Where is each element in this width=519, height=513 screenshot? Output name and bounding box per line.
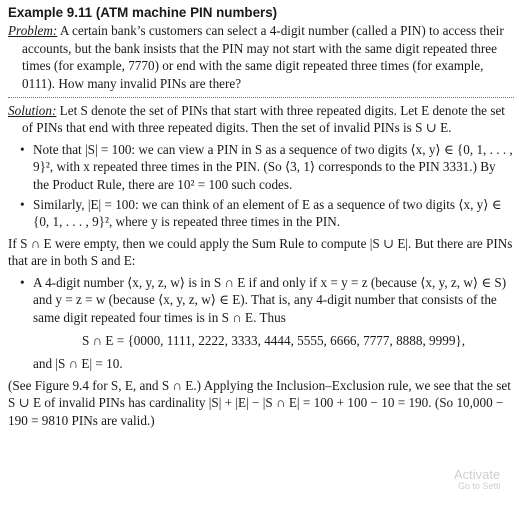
solution-paragraph xyxy=(8,102,514,137)
solution-label: Solution: xyxy=(8,103,57,119)
bullet-icon: • xyxy=(20,274,25,290)
intersection-size: and |S ∩ E| = 10. xyxy=(33,356,123,372)
watermark-line-1: Activate xyxy=(454,467,501,482)
problem-text: A certain bank’s customers can select a 4-digit number (called a PIN) to access their accounts, but the bank insists that the PIN may not start with the same digit repeated three times (for example, 7770) or end with the same digit repeated three times (for example, 0111). How many invalid PINs are there? xyxy=(22,23,504,91)
activation-watermark xyxy=(454,468,501,491)
bullet-list-1 xyxy=(8,141,514,231)
final-paragraph: (See Figure 9.4 for S, E, and S ∩ E.) Applying the Inclusion–Exclusion rule, we see that the set S ∪ E of invalid PINs has cardinality |S| + |E| − |S ∩ E| = 100 + 100 − 10 = 190. (So 10,000 − 190 = 9810 PINs are valid.) xyxy=(8,377,511,428)
list-item xyxy=(8,196,514,231)
bullet-text-e-count: Similarly, |E| = 100: we can think of an element of E as a sequence of two digits ⟨x, y⟩ ∈ {0, 1, . . . , 9}², where y is repeated three times in the PIN. xyxy=(33,197,502,230)
bullet-icon: • xyxy=(20,197,25,213)
bullet-icon: • xyxy=(20,141,25,157)
watermark-line-2: Go to Setti xyxy=(458,481,501,491)
solution-text: Let S denote the set of PINs that start with three repeated digits. Let E denote the set of PINs that end with three repeated digits. Then the set of invalid PINs is S ∪ E. xyxy=(22,103,505,136)
bullet-text-s-count: Note that |S| = 100: we can view a PIN in S as a sequence of two digits ⟨x, y⟩ ∈ {0, 1, . . . , 9}², with x repeated three times in the PIN. (So ⟨3, 1⟩ corresponds to the PIN 3331.) By the Product Rule, there are 10² = 100 such codes. xyxy=(33,141,513,192)
list-item xyxy=(8,274,514,373)
bullet-text-intersection: A 4-digit number ⟨x, y, z, w⟩ is in S ∩ E if and only if x = y = z (because ⟨x, y, z, w⟩ ∈ S) and y = z = w (because ⟨x, y, z, w⟩ ∈ E). That is, any 4-digit number that consists of the same digit repeated four times is in S ∩ E. Thus xyxy=(33,274,507,325)
bullet-list-2 xyxy=(8,274,514,373)
section-divider xyxy=(8,97,514,98)
example-title: Example 9.11 (ATM machine PIN numbers) xyxy=(8,5,278,20)
display-equation: S ∩ E = {0000, 1111, 2222, 3333, 4444, 5555, 6666, 7777, 8888, 9999}, xyxy=(81,332,466,348)
problem-paragraph xyxy=(8,22,514,92)
middle-paragraph: If S ∩ E were empty, then we could apply the Sum Rule to compute |S ∪ E|. But there are PINs that are in both S and E: xyxy=(8,235,513,269)
list-item xyxy=(8,141,514,193)
problem-label: Problem: xyxy=(8,23,58,39)
example-page xyxy=(8,4,514,433)
